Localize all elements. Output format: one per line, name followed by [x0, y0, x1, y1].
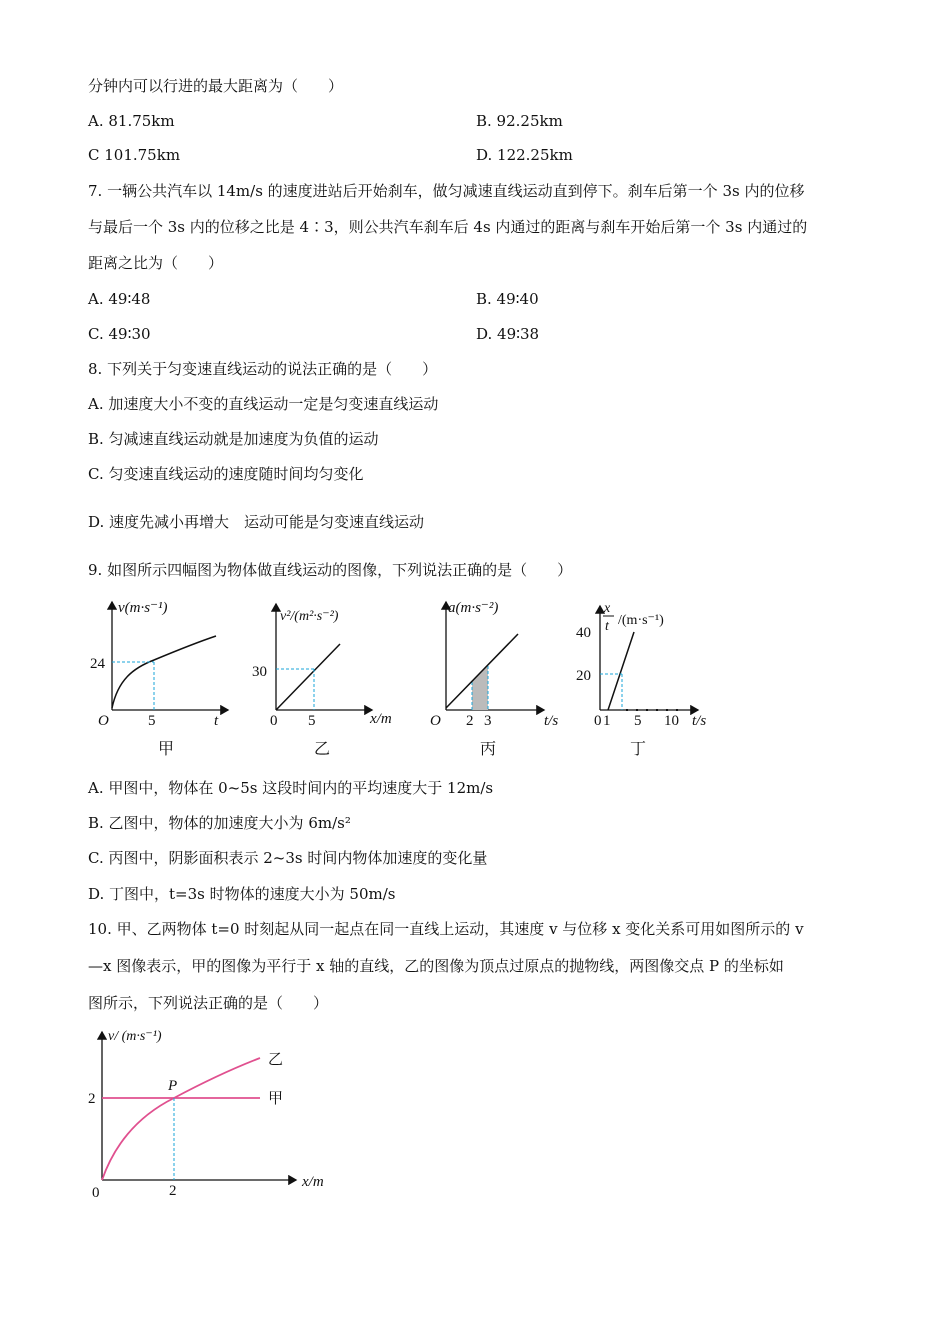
figure-ding [574, 590, 724, 760]
q9-option-c: C. 丙图中，阴影面积表示 2~3s 时间内物体加速度的变化量 [88, 849, 488, 867]
bing-x-tick-3: 3 [484, 713, 492, 729]
jia-xlabel: t [214, 713, 219, 729]
q7-option-c: C. 49∶30 [88, 325, 151, 343]
jia-x-tick: 5 [148, 713, 156, 729]
q6-option-d: D. 122.25km [476, 146, 573, 164]
q9-option-a: A. 甲图中，物体在 0~5s 这段时间内的平均速度大于 12m/s [88, 779, 494, 797]
bing-x-tick-2: 2 [466, 713, 474, 729]
q6-option-b: B. 92.25km [476, 112, 563, 130]
jia-y-tick: 24 [90, 656, 105, 672]
ding-x-tick-10: 10 [664, 713, 679, 729]
q7-line-2: 与最后一个 3s 内的位移之比是 4∶3，则公共汽车刹车后 4s 内通过的距离与刹车开始后第一个 3s 内通过的 [88, 218, 808, 236]
q7-option-b: B. 49∶40 [476, 290, 539, 308]
q7-option-a: A. 49∶48 [88, 290, 151, 308]
yi-xlabel: x/m [370, 711, 392, 727]
q10-line-2: —x 图像表示，甲的图像为平行于 x 轴的直线，乙的图像为顶点过原点的抛物线，两图像交点 P 的坐标如 [88, 957, 784, 975]
q8-option-b: B. 匀减速直线运动就是加速度为负值的运动 [88, 430, 379, 448]
bing-xlabel: t/s [544, 713, 559, 729]
q10-origin: 0 [92, 1185, 100, 1201]
q7-option-d: D. 49∶38 [476, 325, 540, 343]
ding-x-tick-0: 0 [594, 713, 602, 729]
yi-ylabel: v²/(m²·s⁻²) [280, 609, 339, 624]
q10-x-tick: 2 [169, 1183, 177, 1199]
q10-line-3: 图所示，下列说法正确的是（ ） [88, 994, 329, 1012]
figure-bing [424, 590, 574, 760]
figure-yi [248, 590, 408, 760]
q7-line-3: 距离之比为（ ） [88, 254, 224, 272]
yi-y-tick: 30 [252, 664, 267, 680]
q8-option-a: A. 加速度大小不变的直线运动一定是匀变速直线运动 [88, 395, 439, 413]
bing-ylabel: a(m·s⁻²) [448, 600, 499, 616]
q8-option-d: D. 速度先减小再增大 运动可能是匀变速直线运动 [88, 513, 425, 531]
yi-x-tick: 5 [308, 713, 316, 729]
yi-caption: 乙 [314, 741, 331, 758]
q6-stem-tail: 分钟内可以行进的最大距离为（ ） [88, 77, 344, 95]
jia-caption: 甲 [158, 741, 175, 758]
ding-caption: 丁 [630, 741, 647, 758]
q10-line-1: 10. 甲、乙两物体 t=0 时刻起从同一起点在同一直线上运动，其速度 v 与位移 x 变化关系可用如图所示的 v [88, 920, 804, 938]
ding-y-tick-40: 40 [576, 625, 591, 641]
ding-y-tick-20: 20 [576, 668, 591, 684]
q10-y-tick: 2 [88, 1091, 96, 1107]
q8-option-c: C. 匀变速直线运动的速度随时间均匀变化 [88, 465, 364, 483]
q6-option-c: C 101.75km [88, 146, 181, 164]
ding-ylabel-num: x [604, 601, 611, 616]
bing-caption: 丙 [480, 741, 497, 758]
jia-curve [112, 636, 216, 708]
yi-origin: 0 [270, 713, 278, 729]
ding-ylabel-den: t [605, 619, 609, 634]
yi-line [276, 644, 340, 710]
q9-option-d: D. 丁图中，t=3s 时物体的速度大小为 50m/s [88, 885, 396, 903]
q10-label-yi: 乙 [268, 1052, 284, 1068]
bing-origin: O [430, 713, 441, 729]
figure-q10 [84, 1022, 344, 1202]
ding-x-tick-5: 5 [634, 713, 642, 729]
q9-option-b: B. 乙图中，物体的加速度大小为 6m/s² [88, 814, 351, 832]
q6-option-a: A. 81.75km [88, 112, 175, 130]
ding-line [608, 632, 634, 710]
q10-xlabel: x/m [302, 1174, 324, 1190]
q8-stem: 8. 下列关于匀变速直线运动的说法正确的是（ ） [88, 360, 438, 378]
ding-xlabel: t/s [692, 713, 707, 729]
q10-label-jia: 甲 [268, 1091, 284, 1107]
q9-stem: 9. 如图所示四幅图为物体做直线运动的图像，下列说法正确的是（ ） [88, 561, 573, 579]
jia-ylabel: v(m·s⁻¹) [118, 600, 168, 616]
figure-jia [88, 590, 238, 760]
ding-x-tick-1: 1 [603, 713, 611, 729]
q10-point-p: P [168, 1078, 178, 1094]
q10-yi-curve [102, 1058, 260, 1180]
ding-ylabel-unit: /(m·s⁻¹) [618, 613, 664, 628]
jia-origin: O [98, 713, 109, 729]
q7-line-1: 7. 一辆公共汽车以 14m/s 的速度进站后开始刹车，做匀减速直线运动直到停下。刹车后第一个 3s 内的位移 [88, 182, 805, 200]
q10-ylabel: v/ (m·s⁻¹) [108, 1029, 162, 1044]
